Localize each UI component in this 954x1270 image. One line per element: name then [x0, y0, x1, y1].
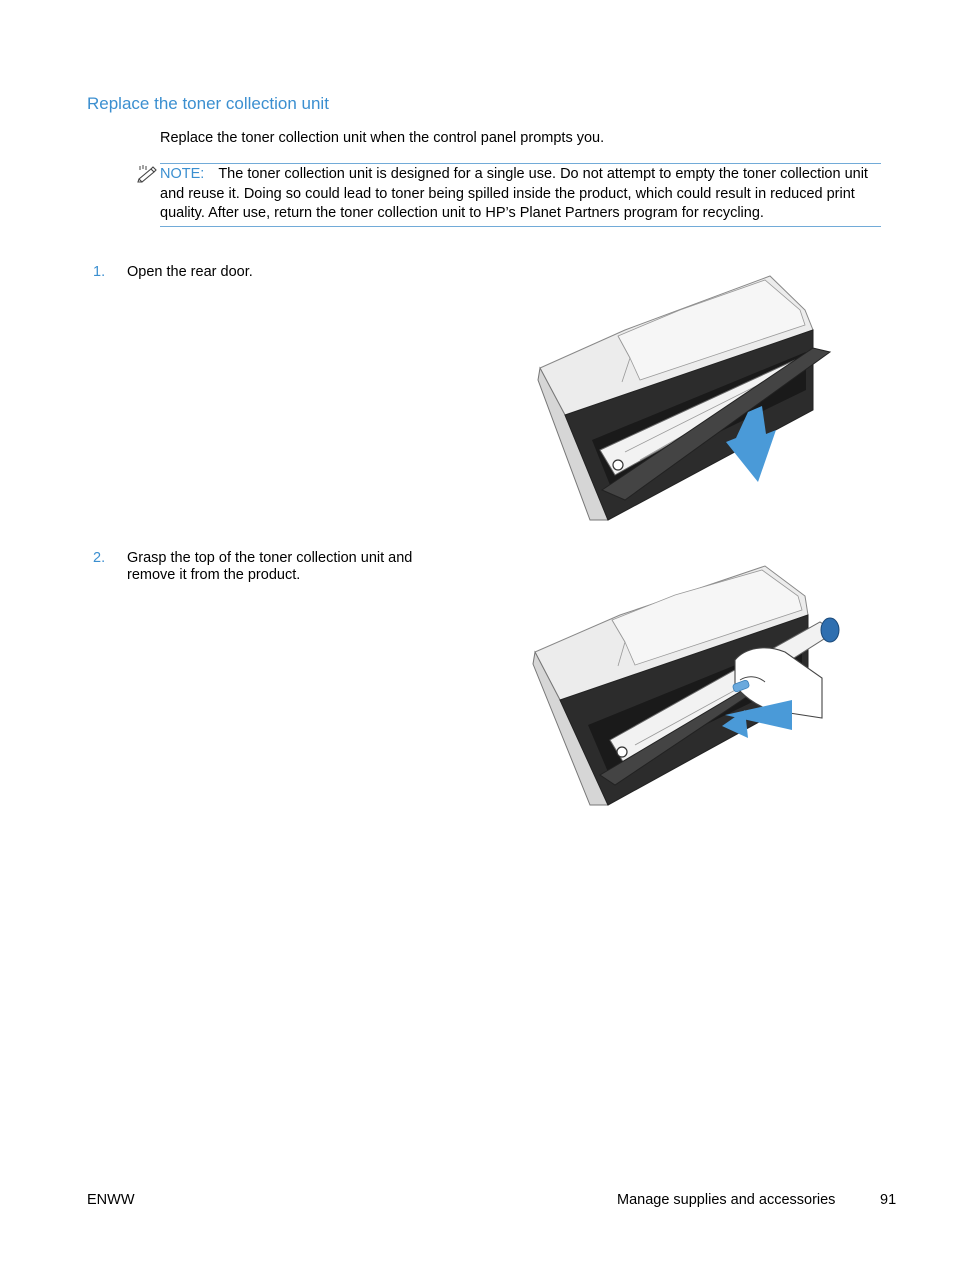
step-1-number: 1. [93, 264, 106, 280]
step-2-text: Grasp the top of the toner collection unit and remove it from the product. [127, 550, 413, 583]
step-2-number: 2. [93, 550, 106, 566]
footer-left: ENWW [87, 1192, 135, 1208]
step-1-text: Open the rear door. [127, 264, 253, 280]
page-number: 91 [880, 1192, 897, 1208]
footer-section: Manage supplies and accessories [617, 1192, 836, 1208]
note-label: NOTE: [160, 166, 205, 182]
open-rear-door-illustration [530, 270, 840, 525]
note-text: The toner collection unit is designed for a single use. Do not attempt to empty the toner collection unit and reuse it. Doing so could lead to toner being spilled inside the product, which could result in reduced print quality. After use, return the toner collection unit to HP’s Planet Partners program for recycling. [160, 166, 868, 221]
section-title: Replace the toner collection unit [87, 94, 329, 113]
note-pencil-icon [137, 163, 159, 183]
intro-paragraph: Replace the toner collection unit when the control panel prompts you. [160, 130, 605, 146]
note-box [160, 163, 881, 227]
remove-toner-unit-illustration [530, 560, 845, 810]
